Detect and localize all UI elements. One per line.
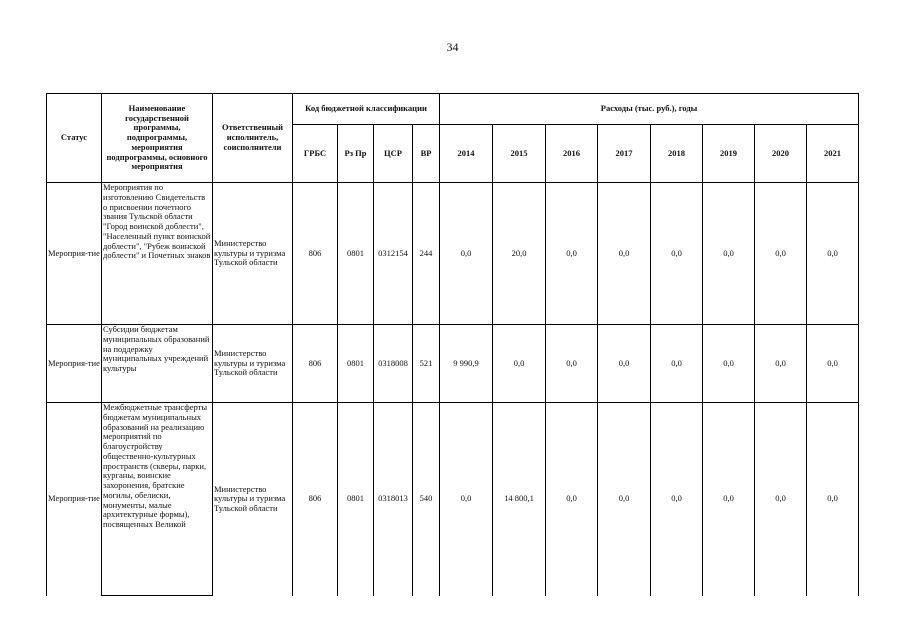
header-executor: Ответственный исполнитель, соисполнители — [213, 94, 293, 183]
row-executor: Министерство культуры и туризма Тульской области — [213, 403, 293, 596]
row-value: 0,0 — [651, 325, 703, 403]
header-year: 2014 — [440, 125, 493, 183]
row-grbs: 806 — [293, 325, 338, 403]
row-value: 0,0 — [651, 403, 703, 596]
header-expenses-group: Расходы (тыс. руб.), годы — [440, 94, 859, 125]
row-value: 0,0 — [755, 403, 807, 596]
row-value: 0,0 — [807, 325, 859, 403]
header-name: Наименование государственной программы, подпрограммы, мероприятия подпрограммы, основного мероприятия — [102, 94, 213, 183]
row-vr: 244 — [413, 183, 440, 325]
row-rzpr: 0801 — [338, 183, 374, 325]
row-value: 0,0 — [807, 183, 859, 325]
row-vr: 540 — [413, 403, 440, 596]
header-year: 2017 — [598, 125, 651, 183]
row-value: 0,0 — [546, 325, 598, 403]
row-name: Мероприятия по изготовлению Свидетельств о присвоении почетного звания Тульской области "Город воинской доблести", "Населенный пункт воинской доблести", "Рубеж воинской доблести" и Почетных знаков — [102, 183, 213, 325]
row-value: 0,0 — [651, 183, 703, 325]
row-vr: 521 — [413, 325, 440, 403]
row-executor: Министерство культуры и туризма Тульской области — [213, 325, 293, 403]
row-name: Межбюджетные трансферты бюджетам муниципальных образований на реализацию мероприятий по благоустройству общественно-культурных пространств (скверы, парки, курганы, воинские захоронения, братские могилы, обелиски, монументы, малые архитектурные формы), посвященных Великой — [102, 403, 213, 596]
row-grbs: 806 — [293, 403, 338, 596]
header-year: 2019 — [703, 125, 755, 183]
row-value: 0,0 — [703, 325, 755, 403]
row-status: Мероприя-тие — [47, 325, 102, 403]
row-value: 20,0 — [493, 183, 546, 325]
header-year: 2021 — [807, 125, 859, 183]
row-value: 0,0 — [493, 325, 546, 403]
table-row — [47, 403, 859, 596]
row-name: Субсидии бюджетам муниципальных образований на поддержку муниципальных учреждений культуры — [102, 325, 213, 403]
row-value: 0,0 — [440, 183, 493, 325]
header-row-1 — [47, 94, 859, 125]
header-code-rzpr: Рз Пр — [338, 125, 374, 183]
header-code-vr: ВР — [413, 125, 440, 183]
row-value: 0,0 — [755, 183, 807, 325]
page-number: 34 — [446, 40, 459, 54]
row-csr: 0318013 — [374, 403, 413, 596]
table-row — [47, 325, 859, 403]
row-value: 0,0 — [598, 403, 651, 596]
row-value: 0,0 — [546, 183, 598, 325]
row-value: 0,0 — [440, 403, 493, 596]
table-row — [47, 183, 859, 325]
row-value: 14 800,1 — [493, 403, 546, 596]
header-year: 2015 — [493, 125, 546, 183]
budget-table — [46, 93, 859, 596]
header-status: Статус — [47, 94, 102, 183]
row-status: Мероприя-тие — [47, 403, 102, 596]
row-csr: 0318008 — [374, 325, 413, 403]
header-year: 2016 — [546, 125, 598, 183]
row-rzpr: 0801 — [338, 325, 374, 403]
header-code-group: Код бюджетной классификации — [293, 94, 440, 125]
row-value: 0,0 — [703, 403, 755, 596]
header-code-grbs: ГРБС — [293, 125, 338, 183]
row-value: 0,0 — [807, 403, 859, 596]
row-csr: 0312154 — [374, 183, 413, 325]
row-value: 0,0 — [546, 403, 598, 596]
header-code-csr: ЦСР — [374, 125, 413, 183]
row-grbs: 806 — [293, 183, 338, 325]
header-year: 2020 — [755, 125, 807, 183]
row-executor: Министерство культуры и туризма Тульской области — [213, 183, 293, 325]
row-value: 9 990,9 — [440, 325, 493, 403]
row-rzpr: 0801 — [338, 403, 374, 596]
row-value: 0,0 — [703, 183, 755, 325]
row-value: 0,0 — [755, 325, 807, 403]
row-status: Мероприя-тие — [47, 183, 102, 325]
header-year: 2018 — [651, 125, 703, 183]
row-value: 0,0 — [598, 183, 651, 325]
row-value: 0,0 — [598, 325, 651, 403]
